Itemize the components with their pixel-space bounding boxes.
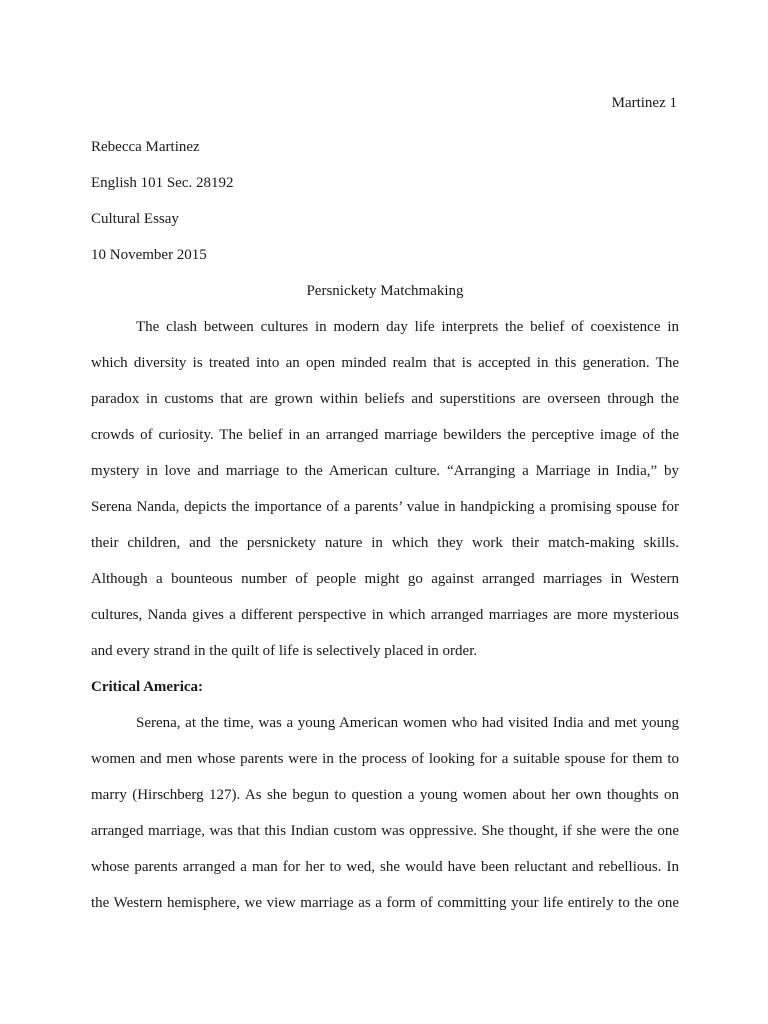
paragraph-line: crowds of curiosity. The belief in an arranged marriage bewilders the perceptive image of the — [91, 427, 679, 443]
paragraph-line: which diversity is treated into an open minded realm that is accepted in this generation. The — [91, 355, 679, 371]
paragraph-line: Serena, at the time, was a young American women who had visited India and met young — [136, 715, 679, 731]
paragraph-line: paradox in customs that are grown within beliefs and superstitions are overseen through the — [91, 391, 679, 407]
paragraph-2 — [91, 705, 679, 921]
paragraph-line: their children, and the persnickety nature in which they work their match-making skills. — [91, 535, 679, 551]
page-header-number: Martinez 1 — [611, 95, 677, 111]
section-heading: Critical America: — [91, 679, 204, 695]
assignment-type: Cultural Essay — [91, 211, 179, 227]
paragraph-line: mystery in love and marriage to the American culture. “Arranging a Marriage in India,” by — [91, 463, 679, 479]
essay-date: 10 November 2015 — [91, 247, 207, 263]
paragraph-line: Although a bounteous number of people might go against arranged marriages in Western — [91, 571, 679, 587]
paragraph-line: Serena Nanda, depicts the importance of a parents’ value in handpicking a promising spouse for — [91, 499, 679, 515]
paragraph-line: the Western hemisphere, we view marriage as a form of committing your life entirely to the one — [91, 895, 679, 911]
paragraph-line: and every strand in the quilt of life is selectively placed in order. — [91, 643, 478, 659]
essay-body — [91, 129, 679, 921]
paragraph-1 — [91, 309, 679, 669]
paragraph-line: whose parents arranged a man for her to wed, she would have been reluctant and rebellious. In — [91, 859, 679, 875]
paragraph-line: marry (Hirschberg 127). As she begun to question a young women about her own thoughts on — [91, 787, 679, 803]
paragraph-line: cultures, Nanda gives a different perspective in which arranged marriages are more mysterious — [91, 607, 679, 623]
essay-title: Persnickety Matchmaking — [306, 283, 464, 299]
course-info: English 101 Sec. 28192 — [91, 175, 234, 191]
paragraph-line: women and men whose parents were in the process of looking for a suitable spouse for them to — [91, 751, 679, 767]
paragraph-line: The clash between cultures in modern day life interprets the belief of coexistence in — [136, 319, 679, 335]
paragraph-line: arranged marriage, was that this Indian custom was oppressive. She thought, if she were the one — [91, 823, 679, 839]
author-name: Rebecca Martinez — [91, 139, 200, 155]
